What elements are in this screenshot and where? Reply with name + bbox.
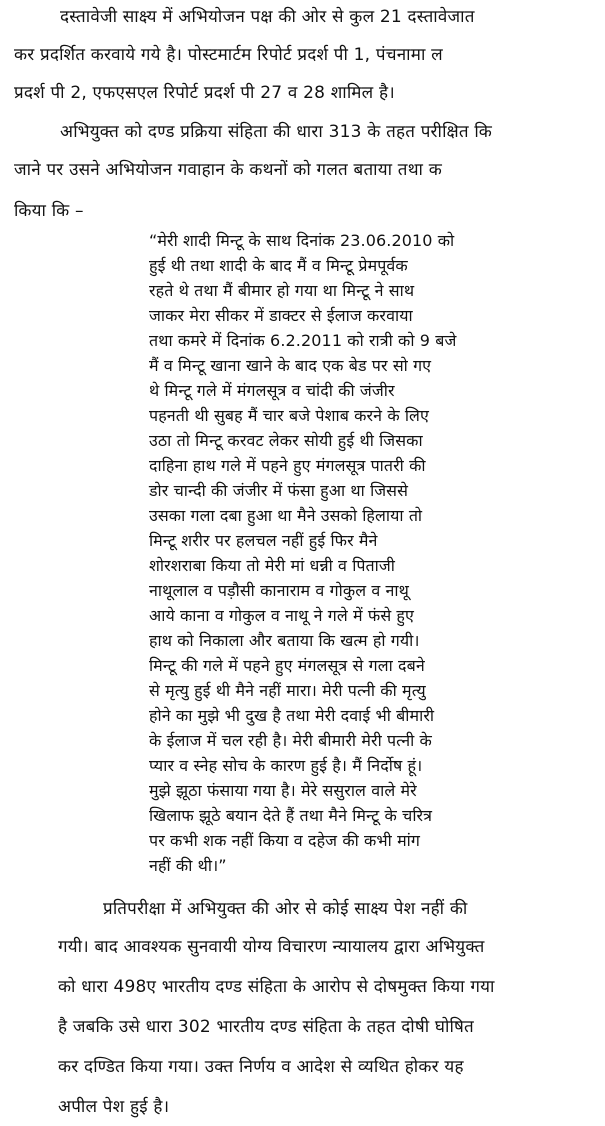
quote-line: हुई थी तथा शादी के बाद मैं व मिन्टू प्रेमपूर्वक	[149, 256, 408, 275]
quote-line: मैं व मिन्टू खाना खाने के बाद एक बेड पर सो गए	[149, 356, 432, 375]
quote-line: नाथूलाल व पड़ौसी कानाराम व गोकुल व नाथू	[149, 581, 409, 600]
quote-line: डोर चान्दी की जंजीर में फंसा हुआ था जिससे	[149, 481, 409, 500]
paragraph-line: को धारा 498ए भारतीय दण्ड संहिता के आरोप से दोषमुक्त किया गया	[58, 977, 495, 997]
quote-line: नहीं की थी।”	[149, 856, 227, 875]
quote-line: “मेरी शादी मिन्टू के साथ दिनांक 23.06.2010 को	[149, 231, 455, 250]
paragraph-line: है जबकि उसे धारा 302 भारतीय दण्ड संहिता के तहत दोषी घोषित	[58, 1017, 474, 1037]
quote-line: थे मिन्टू गले में मंगलसूत्र व चांदी की जंजीर	[149, 381, 395, 400]
quote-line: प्यार व स्नेह सोच के कारण हुई है। मैं निर्दोष हूं।	[149, 756, 423, 775]
quote-line: तथा कमरे में दिनांक 6.2.2011 को रात्री को 9 बजे	[149, 331, 457, 350]
paragraph-line: प्रदर्श पी 2, एफएसएल रिपोर्ट प्रदर्श पी 27 व 28 शामिल है।	[14, 83, 395, 103]
paragraph-line: अभियुक्त को दण्ड प्रक्रिया संहिता की धारा 313 के तहत परीक्षित कि	[60, 122, 493, 142]
quote-line: उसका गला दबा हुआ था मैने उसको हिलाया तो	[149, 506, 423, 525]
quote-line: के ईलाज में चल रही है। मेरी बीमारी मेरी पत्नी के	[149, 731, 432, 750]
quote-line: पहनती थी सुबह मैं चार बजे पेशाब करने के लिए	[149, 406, 429, 425]
quote-line: मिन्टू शरीर पर हलचल नहीं हुई फिर मैने	[149, 531, 378, 550]
quote-line: खिलाफ झूठे बयान देते हैं तथा मैने मिन्टू के चरित्र	[149, 806, 433, 825]
paragraph-line: गयी। बाद आवश्यक सुनवायी योग्य विचारण न्यायालय द्वारा अभियुक्त	[58, 937, 485, 957]
quote-line: होने का मुझे भी दुख है तथा मेरी दवाई भी बीमारी	[149, 706, 435, 725]
paragraph-line: कर दण्डित किया गया। उक्त निर्णय व आदेश से व्यथित होकर यह	[58, 1057, 464, 1077]
quote-line: आये काना व गोकुल व नाथू ने गले में फंसे हुए	[149, 606, 414, 625]
quote-line: रहते थे तथा मैं बीमार हो गया था मिन्टू ने साथ	[149, 281, 415, 300]
paragraph-line: प्रतिपरीक्षा में अभियुक्त की ओर से कोई साक्ष्य पेश नहीं की	[103, 899, 468, 919]
quote-line: पर कभी शक नहीं किया व दहेज की कभी मांग	[149, 831, 421, 850]
paragraph-line: कर प्रदर्शित करवाये गये है। पोस्टमार्टम रिपोर्ट प्रदर्श पी 1, पंचनामा ल	[14, 45, 443, 65]
quote-line: दाहिना हाथ गले में पहने हुए मंगलसूत्र पातरी की	[149, 456, 426, 475]
paragraph-line: जाने पर उसने अभियोजन गवाहान के कथनों को गलत बताया तथा क	[14, 160, 443, 180]
quote-line: मुझे झूठा फंसाया गया है। मेरे ससुराल वाले मेरे	[149, 781, 417, 800]
quote-line: जाकर मेरा सीकर में डाक्टर से ईलाज करवाया	[149, 306, 413, 325]
quote-line: शोरशराबा किया तो मेरी मां धन्नी व पिताजी	[149, 556, 396, 575]
paragraph-line: अपील पेश हुई है।	[58, 1097, 170, 1117]
quote-line: हाथ को निकाला और बताया कि खत्म हो गयी।	[149, 631, 420, 650]
paragraph-line: दस्तावेजी साक्ष्य में अभियोजन पक्ष की ओर से कुल 21 दस्तावेजात	[60, 7, 475, 27]
quote-line: उठा तो मिन्टू करवट लेकर सोयी हुई थी जिसका	[149, 431, 423, 450]
quote-line: से मृत्यु हुई थी मैने नहीं मारा। मेरी पत्नी की मृत्यु	[149, 681, 426, 700]
quote-line: मिन्टू की गले में पहने हुए मंगलसूत्र से गला दबने	[149, 656, 425, 675]
paragraph-line: किया कि –	[14, 201, 84, 221]
